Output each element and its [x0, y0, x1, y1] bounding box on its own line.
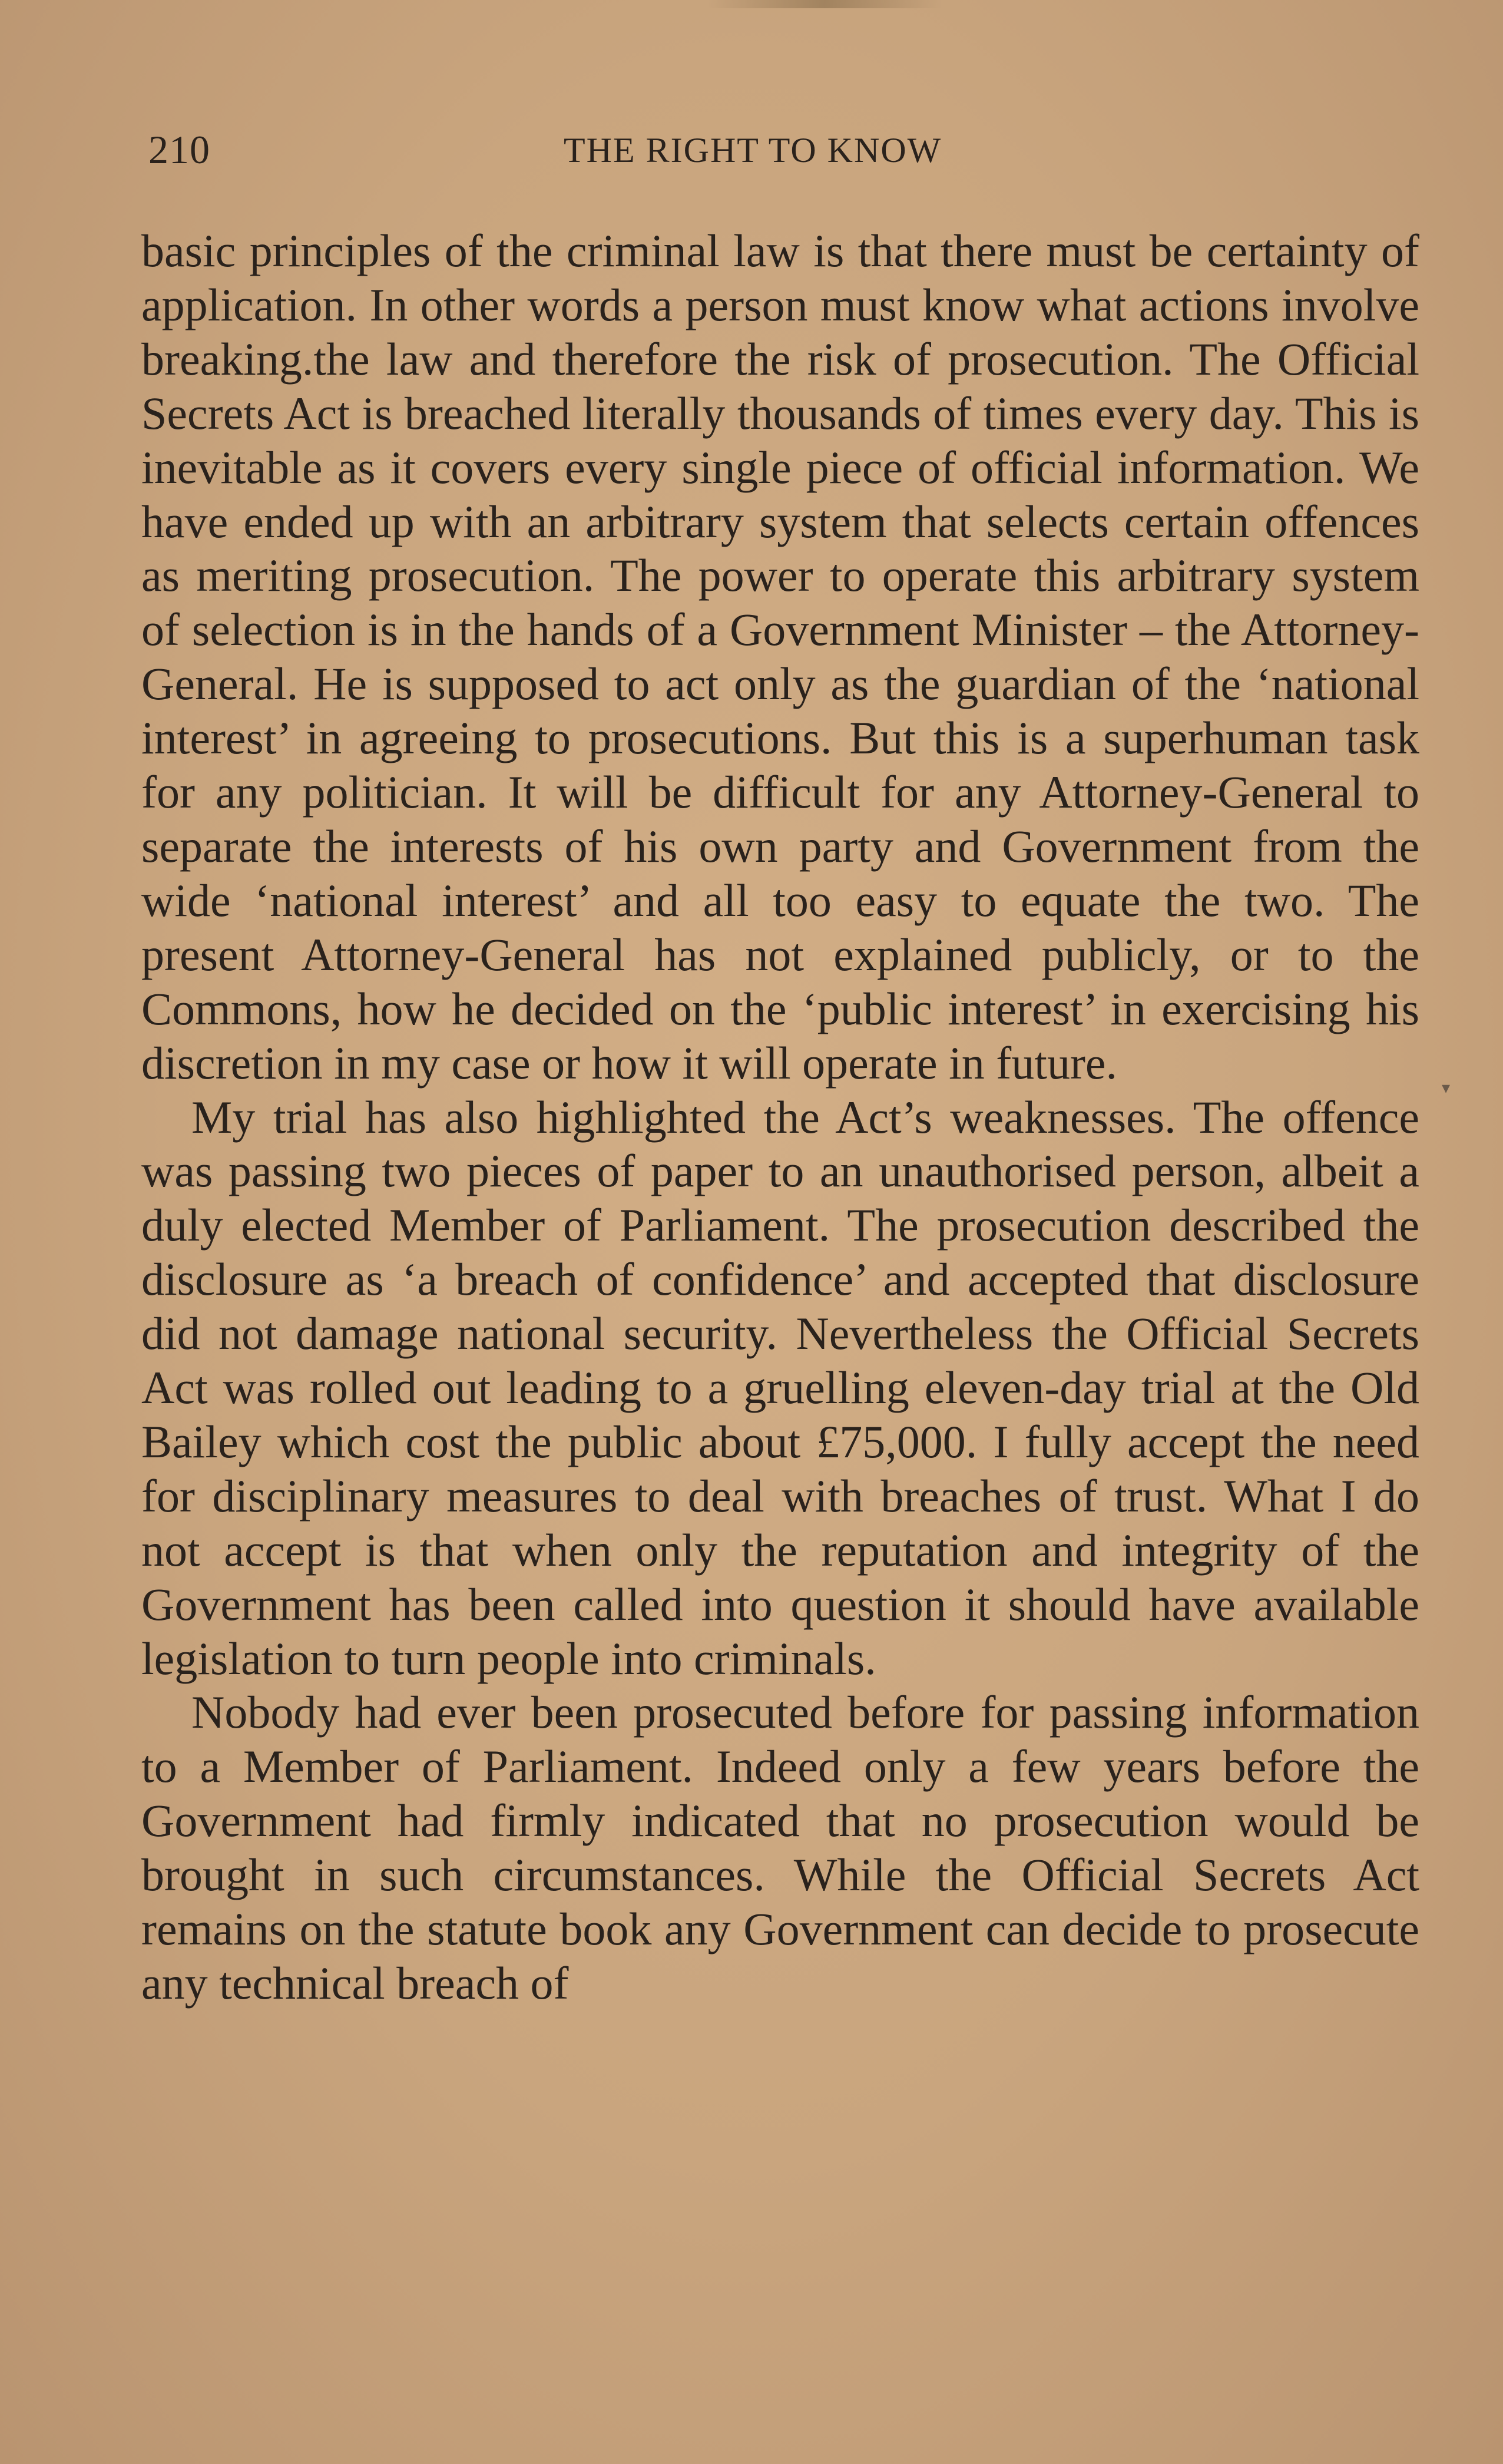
paragraph-trial: My trial has also highlighted the Act’s weaknesses. The offence was passing two pieces of paper to an unauthorised person, albeit a duly elected Member of Parliament. The prosecution described the disclosure as ‘a breach of confidence’ and accepted that disclosure did not damage national security. Nevertheless the Official Secrets Act was rolled out leading to a gruelling eleven-day trial at the Old Bailey which cost the public about £75,000. I fully accept the need for disciplinary measures to deal with breaches of trust. What I do not accept is that when only the reputation and integrity of the Government has been called into question it should have available legislation to turn people into criminals. [141, 1091, 1419, 1684]
page-header [148, 127, 1421, 180]
paragraph-continued: basic principles of the criminal law is that there must be certainty of application. In other words a person must know what actions involve breaking.the law and therefore the risk of prosecution. The Official Secrets Act is breached literally thousands of times every day. This is inevitable as it covers every single piece of official information. We have ended up with an arbitrary system that selects certain offences as meriting prosecution. The power to operate this arbitrary system of selection is in the hands of a Government Minister – the Attorney-General. He is supposed to act only as the guardian of the ‘national interest’ in agreeing to prosecutions. But this is a superhuman task for any politician. It will be difficult for any Attorney-General to separate the interests of his own party and Government from the wide ‘national interest’ and all too easy to equate the two. The present Attorney-General has not explained publicly, or to the Commons, how he decided on the ‘public interest’ in exercising his discretion in my case or how it will operate in future. [141, 225, 1419, 1089]
page-edge-mark [707, 0, 942, 8]
page-number: 210 [148, 127, 210, 172]
running-title: THE RIGHT TO KNOW [564, 131, 942, 170]
margin-mark-icon: ▾ [1442, 1078, 1451, 1097]
body-text [141, 224, 1419, 2010]
paragraph-nobody: Nobody had ever been prosecuted before for passing information to a Member of Parliament. Indeed only a few years before the Government had firmly indicated that no prosecution would be brought in such circumstances. While the Official Secrets Act remains on the statute book any Government can decide to prosecute any technical breach of [141, 1686, 1419, 2009]
